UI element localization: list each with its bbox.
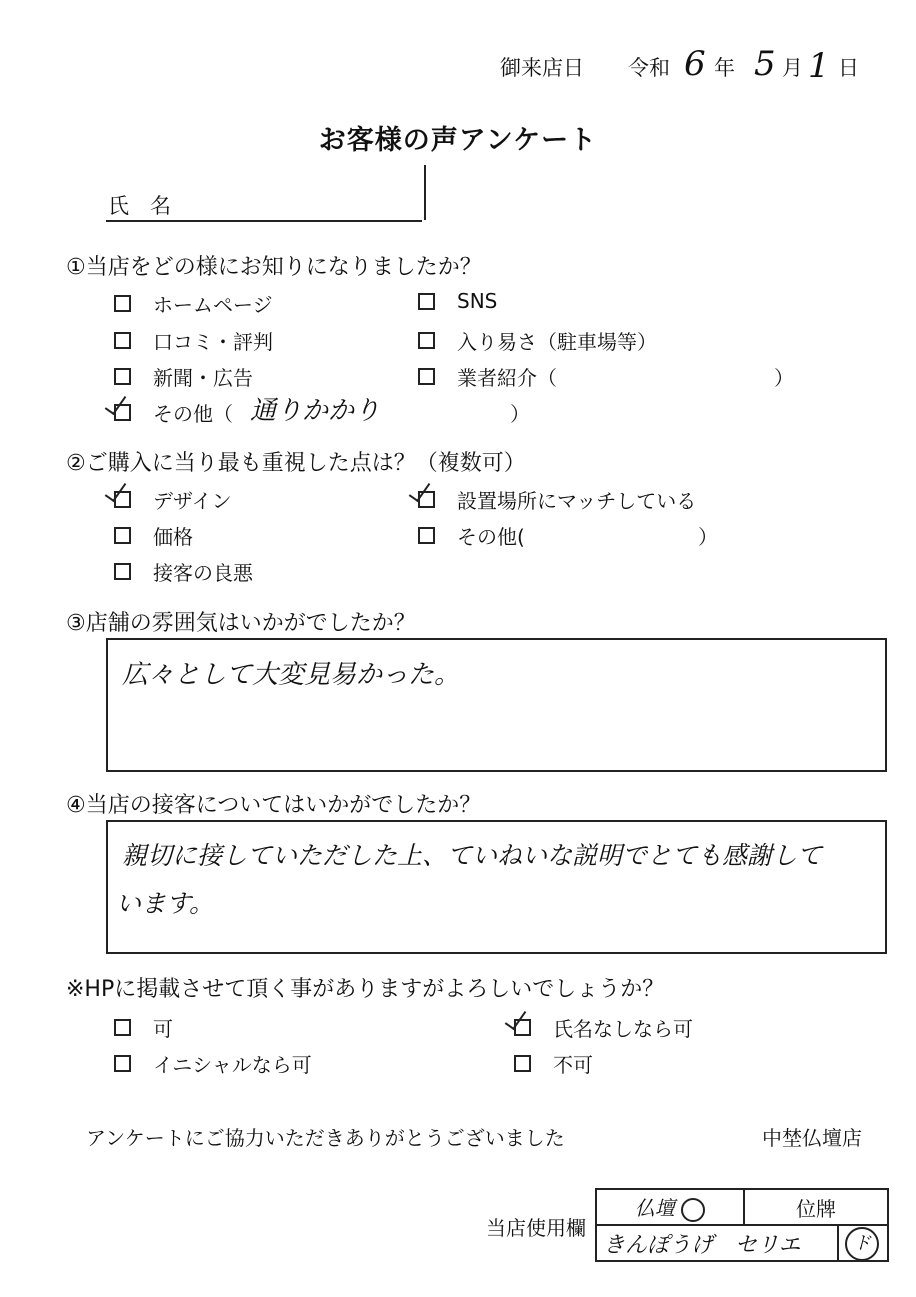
hp-permission-heading: ※HPに掲載させて頂く事がありますがよろしいでしょうか？ bbox=[66, 977, 665, 1002]
era-label: 令和 bbox=[628, 56, 670, 80]
q3-answer-text: 広々として大変見易かった。 bbox=[122, 660, 461, 690]
checkbox-checked[interactable] bbox=[114, 404, 131, 421]
checkbox[interactable] bbox=[514, 1055, 531, 1072]
name-divider bbox=[424, 165, 426, 220]
q1-option-newspaper-ad[interactable]: 新聞・広告 bbox=[114, 362, 253, 391]
checkbox[interactable] bbox=[114, 1019, 131, 1036]
year-value: 6 bbox=[684, 44, 706, 84]
month-unit: 月 bbox=[782, 56, 803, 80]
q1-other-close: ） bbox=[510, 402, 530, 426]
q4-answer-line1: 親切に接していただした上、ていねいな説明でとても感謝して bbox=[122, 841, 823, 870]
circle-mark-icon bbox=[681, 1198, 705, 1222]
staff-cell-divider bbox=[837, 1226, 839, 1260]
staff-use-label: 当店使用欄 bbox=[486, 1216, 586, 1240]
q4-heading: ④当店の接客についてはいかがでしたか？ bbox=[66, 793, 482, 818]
checkbox[interactable] bbox=[114, 332, 131, 349]
q1-option-homepage[interactable]: ホームページ bbox=[114, 289, 273, 318]
q2-option-price[interactable]: 価格 bbox=[114, 521, 193, 550]
checkbox[interactable] bbox=[418, 527, 435, 544]
hp-option-ok[interactable]: 可 bbox=[114, 1013, 173, 1042]
survey-title: お客様の声アンケート bbox=[318, 125, 598, 156]
thanks-message: アンケートにご協力いただきありがとうございました bbox=[86, 1126, 565, 1150]
checkbox[interactable] bbox=[114, 295, 131, 312]
q3-answer-box[interactable] bbox=[106, 638, 887, 772]
q2-option-service[interactable]: 接客の良悪 bbox=[114, 557, 253, 586]
staff-col-altar: 仏壇 bbox=[596, 1189, 744, 1225]
q4-answer-line2: います。 bbox=[116, 889, 215, 918]
checkbox[interactable] bbox=[418, 368, 435, 385]
q2-option-design[interactable]: デザイン bbox=[114, 485, 232, 514]
staff-use-table bbox=[595, 1188, 889, 1262]
q3-heading: ③店舗の雰囲気はいかがでしたか？ bbox=[66, 611, 416, 636]
q2-option-other[interactable]: その他( bbox=[418, 521, 525, 550]
staff-note-cell bbox=[596, 1225, 888, 1261]
q1-heading: ①当店をどの様にお知りになりましたか？ bbox=[66, 255, 482, 280]
staff-col-tablet: 位牌 bbox=[744, 1189, 888, 1225]
checkbox[interactable] bbox=[114, 527, 131, 544]
q2-heading: ②ご購入に当り最も重視した点は？（複数可） bbox=[66, 451, 526, 476]
q1-option-sns[interactable]: SNS bbox=[418, 289, 497, 313]
hp-option-initials[interactable]: イニシャルなら可 bbox=[114, 1049, 312, 1078]
q2-option-placement[interactable]: 設置場所にマッチしている bbox=[418, 485, 696, 514]
day-value: 1 bbox=[808, 46, 830, 86]
visit-date-label: 御来店日 bbox=[500, 56, 584, 80]
checkbox[interactable] bbox=[114, 563, 131, 580]
q1-referral-close: ） bbox=[774, 366, 794, 390]
checkbox[interactable] bbox=[114, 368, 131, 385]
checkbox[interactable] bbox=[114, 1055, 131, 1072]
q1-option-referral[interactable]: 業者紹介（ bbox=[418, 362, 557, 391]
hp-option-no[interactable]: 不可 bbox=[514, 1049, 593, 1078]
hp-option-no-name[interactable]: 氏名なしなら可 bbox=[514, 1013, 693, 1042]
year-unit: 年 bbox=[714, 56, 735, 80]
staff-note: きんぽうげ セリエ bbox=[603, 1232, 801, 1258]
checkbox-checked[interactable] bbox=[418, 491, 435, 508]
checkbox[interactable] bbox=[418, 293, 435, 310]
q1-option-easy-access[interactable]: 入り易さ（駐車場等） bbox=[418, 326, 657, 355]
q1-other-answer: 通りかかり bbox=[250, 396, 381, 426]
checkbox-checked[interactable] bbox=[114, 491, 131, 508]
checkbox-checked[interactable] bbox=[514, 1019, 531, 1036]
staff-stamp: ド bbox=[845, 1227, 879, 1261]
q2-other-close: ） bbox=[698, 525, 718, 549]
q1-option-other[interactable]: その他（ bbox=[114, 398, 233, 427]
store-name: 中埜仏壇店 bbox=[762, 1126, 862, 1150]
q4-answer-box[interactable] bbox=[106, 820, 887, 954]
name-label: 氏 名 bbox=[108, 194, 171, 218]
name-underline bbox=[106, 220, 422, 222]
month-value: 5 bbox=[754, 44, 776, 84]
checkbox[interactable] bbox=[418, 332, 435, 349]
day-unit: 日 bbox=[838, 56, 859, 80]
q1-option-word-of-mouth[interactable]: 口コミ・評判 bbox=[114, 326, 273, 355]
